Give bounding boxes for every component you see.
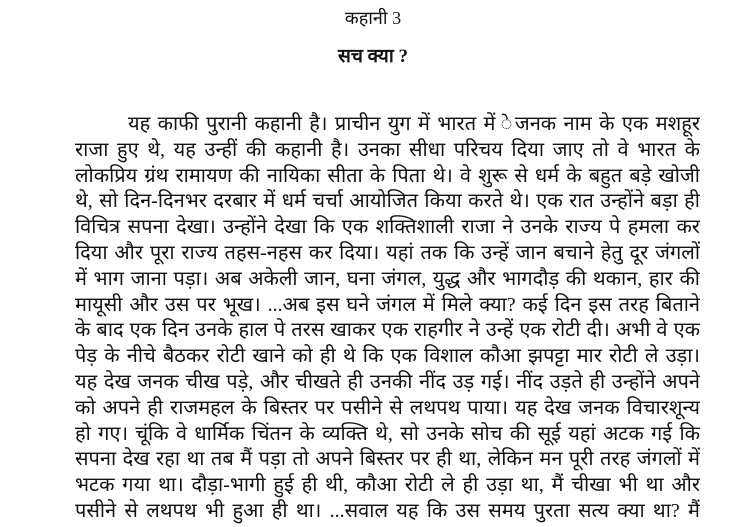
story-line: मायूसी और उस पर भूख। ...अब इस घने जंगल में मिले क्या? कई दिन इस तरह बिताने <box>75 293 700 316</box>
story-line: सपना देख रहा था तब मैं पड़ा तो अपने बिस्तर पर ही था, लेकिन मन पूरी तरह जंगलों में <box>75 448 700 471</box>
story-line: हो गए। चूंकि वे धार्मिक चिंतन के व्यक्ति थे, सो उनके सोच की सूई यहां अटक गई कि <box>75 422 700 445</box>
page-title: सच क्या ? <box>337 46 408 67</box>
story-line: भटक गया था। दौड़ा-भागी हुई ही थी, कौआ रोटी ले ही उड़ा था, मैं चीखा भी था और <box>75 474 700 497</box>
page-header <box>0 6 746 70</box>
story-line: दिया और पूरा राज्य तहस-नहस कर दिया। यहां तक कि उन्हें जान बचाने हेतु दूर जंगलों <box>75 241 700 264</box>
story-line: विचित्र सपना देखा। उन्होंने देखा कि एक शक्तिशाली राजा ने उनके राज्य पे हमला कर <box>75 216 700 239</box>
story-line: यह काफी पुरानी कहानी है। प्राचीन युग में भारत में ेजनक नाम के एक मशहूर <box>128 113 700 135</box>
story-line: यह देख जनक चीख पड़े, और चीखते ही उनकी नींद उड़ गई। नींद उड़ते ही उन्होंने अपने <box>75 370 700 393</box>
story-body <box>0 112 746 525</box>
story-line: में भाग जाना पड़ा। अब अकेली जान, घना जंगल, युद्ध और भागदौड़ की थकान, हार की <box>75 267 700 290</box>
story-number-heading: कहानी 3 <box>344 8 402 28</box>
story-line: पेड़ के नीचे बैठकर रोटी खाने को ही थे कि एक विशाल कौआ झपट्टा मार रोटी ले उड़ा। <box>75 345 700 368</box>
story-line: लोकप्रिय ग्रंथ रामायण की नायिका सीता के पिता थे। वे शुरू से धर्म के बहुत बड़े खोजी <box>75 164 700 187</box>
story-line: थे, सो दिन-दिनभर दरबार में धर्म चर्चा आयोजित किया करते थे। एक रात उन्होंने बड़ा ही <box>75 190 700 213</box>
story-line: के बाद एक दिन उनके हाल पे तरस खाकर एक राहगीर ने उन्हें एक रोटी दी। अभी वे एक <box>75 319 700 342</box>
story-line: राजा हुए थे, यह उन्हीं की कहानी है। उनका सीधा परिचय दिया जाए तो वे भारत के <box>75 138 700 161</box>
story-line: को अपने ही राजमहल के बिस्तर पर पसीने से लथपथ पाया। यह देख जनक विचारशून्य <box>75 396 700 419</box>
story-line: पसीने से लथपथ भी हुआ ही था। ...सवाल यह कि उस समय पुरता सत्य क्या था? मैं <box>75 499 700 522</box>
